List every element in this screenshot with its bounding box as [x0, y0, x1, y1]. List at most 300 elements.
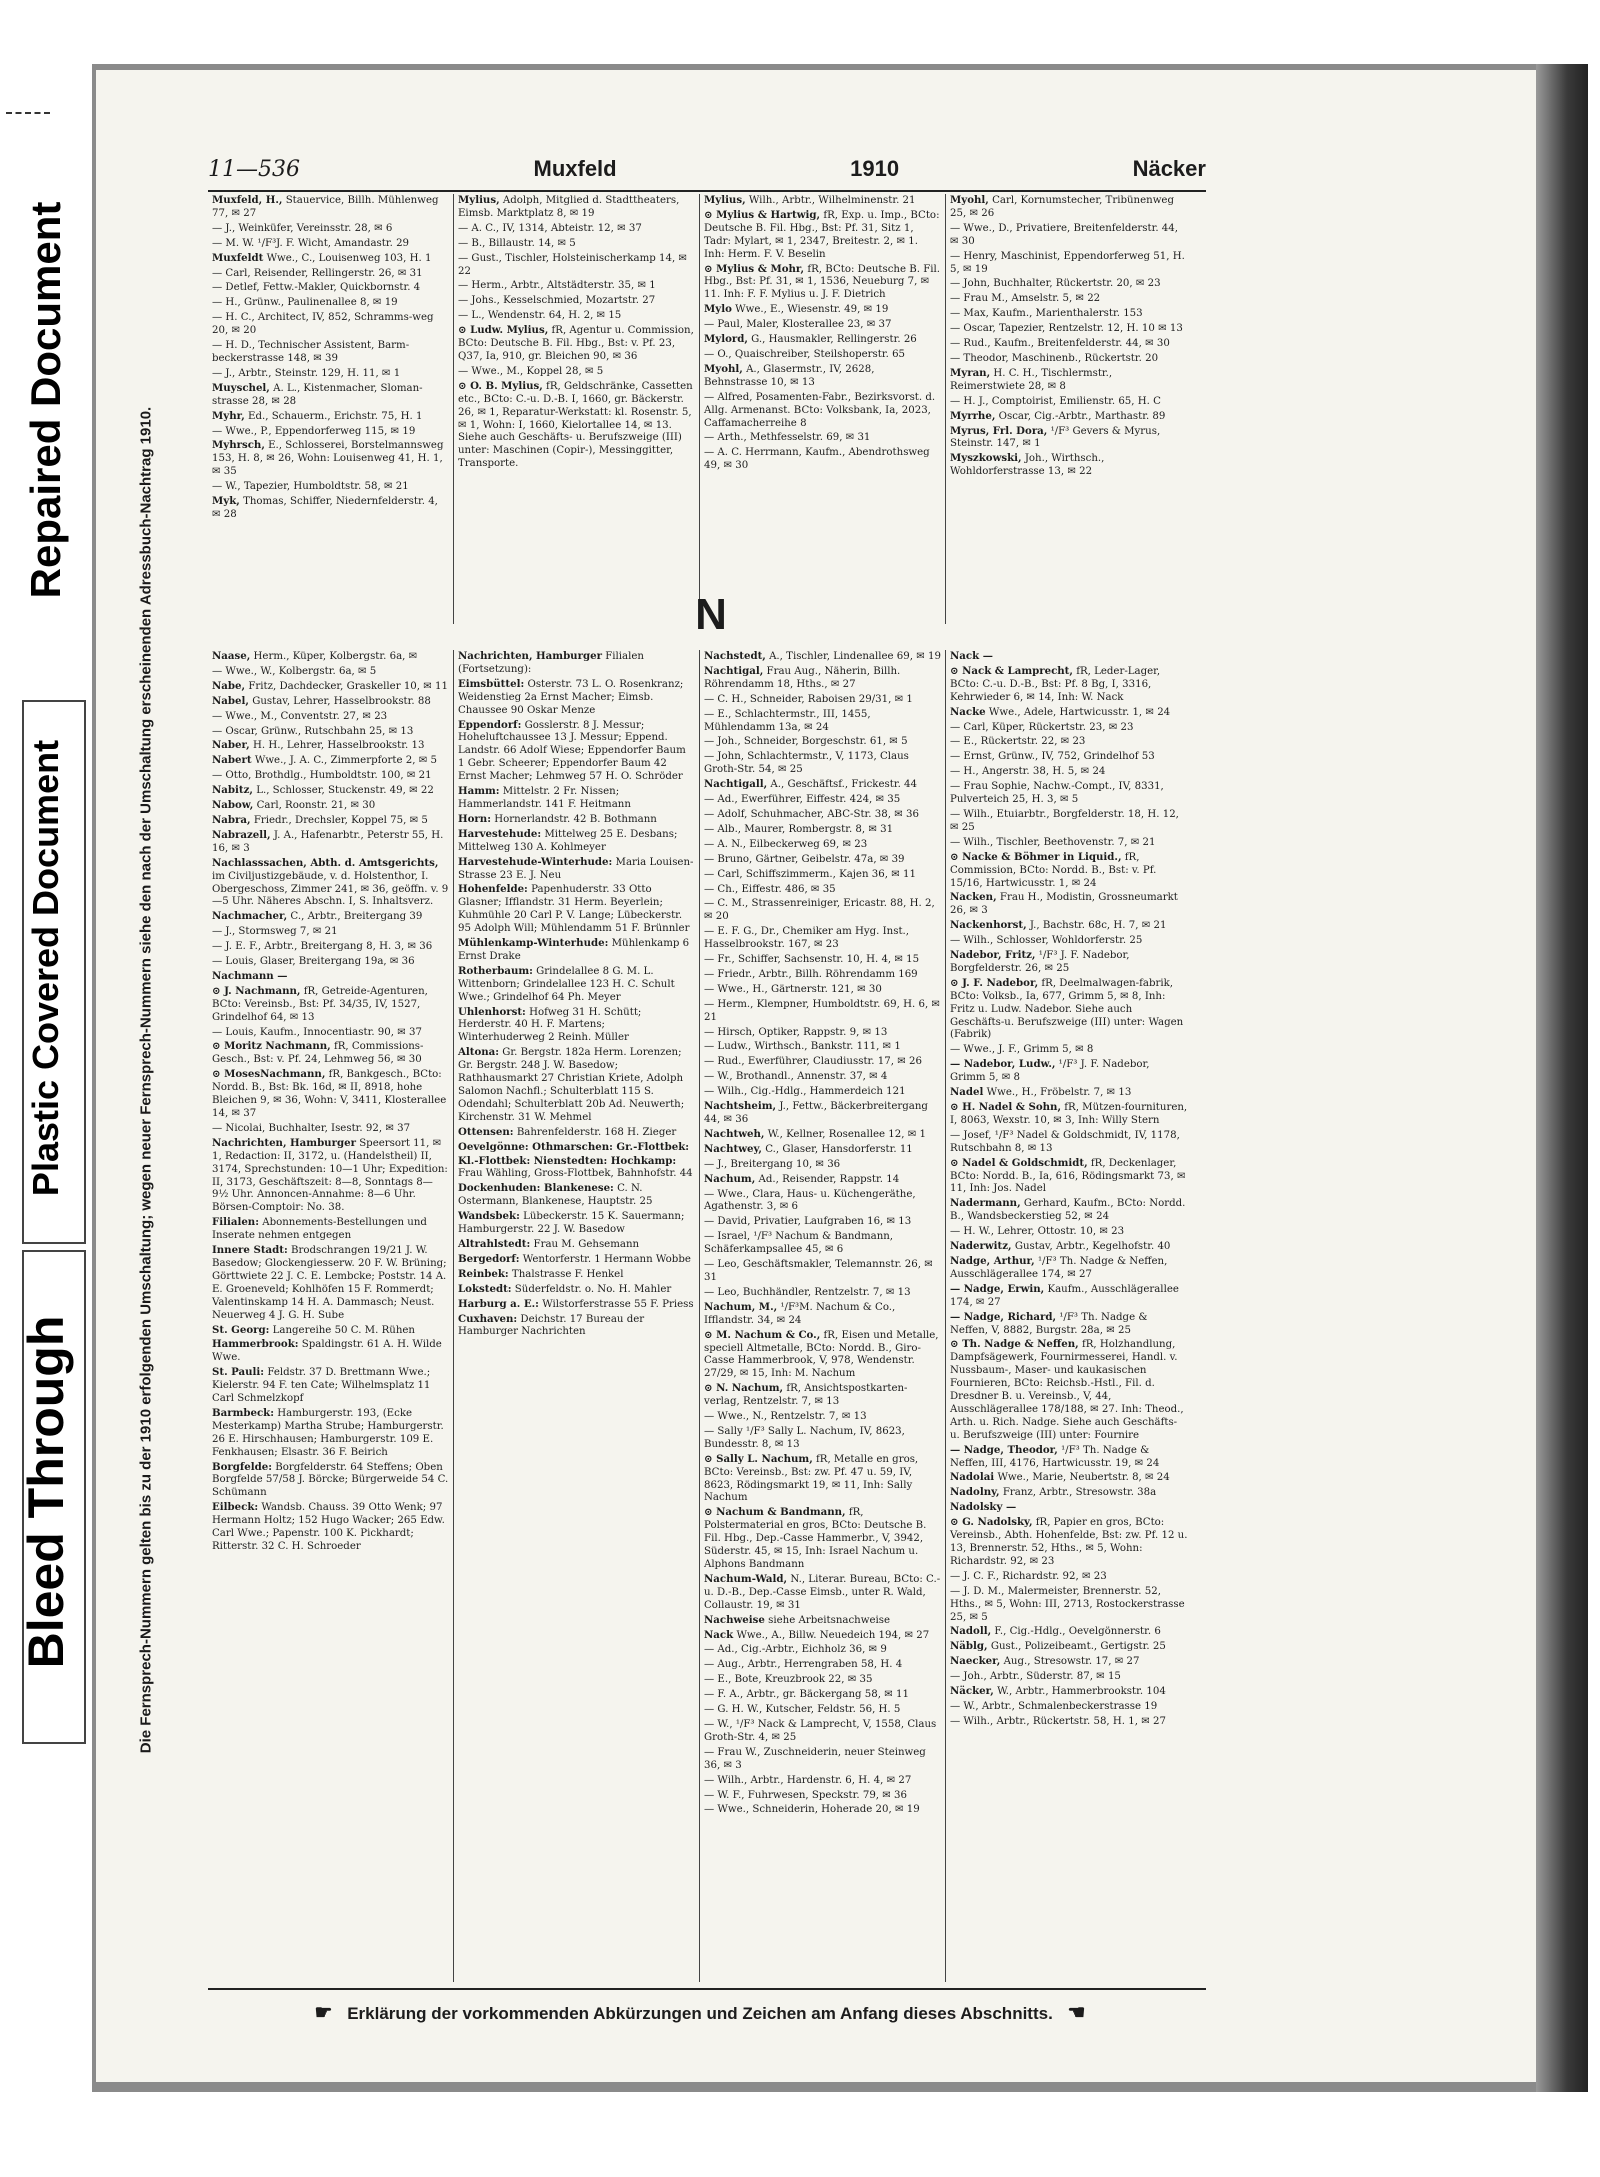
entry-text: — Wwe., W., Kolbergstr. 6a, ✉ 5	[212, 665, 377, 677]
directory-entry	[458, 1182, 695, 1209]
directory-entry	[950, 1471, 1188, 1485]
directory-entry	[704, 1658, 941, 1672]
entry-name: Nachtigall,	[704, 778, 768, 791]
top-column-3	[700, 194, 946, 624]
entry-name: Nadolny,	[950, 1486, 1000, 1499]
entry-text: — O., Quaischreiber, Steilshoperstr. 65	[704, 348, 906, 360]
directory-entry	[212, 940, 449, 954]
directory-entry	[704, 1506, 941, 1572]
entry-name: Mühlenkamp-Winterhude:	[458, 937, 609, 950]
directory-entry	[950, 780, 1188, 807]
entry-text: Fritz, Dachdecker, Graskeller 10, ✉ 11	[248, 680, 448, 692]
directory-entry	[950, 891, 1188, 918]
scanned-page	[92, 64, 1588, 2092]
directory-entry	[212, 710, 449, 724]
entry-text: Gr. Bergstr. 182a Herm. Lorenzen; Gr. Bergstr. 248 J. W. Basedow; Rathhausmarkt 27 Christian Kriete, Adolph Salomon Nachfl.; Schulterblatt 115 S. Odendahl; Schulterblatt 20b Ad. Neuwerth; Kirchenstr. 31 W. Mehmel	[458, 1047, 685, 1123]
entry-name: Altona:	[458, 1046, 500, 1059]
entry-name: ⊙ Nachum & Bandmann,	[704, 1506, 846, 1519]
entry-text: — E. F. G., Dr., Chemiker am Hyg. Inst., Hasselbrookstr. 167, ✉ 23	[704, 926, 910, 951]
directory-entry	[950, 1255, 1188, 1282]
directory-entry	[212, 665, 449, 679]
entry-text: — Leo, Geschäftsmakler, Telemannstr. 26, ✉ 31	[704, 1259, 933, 1283]
entry-text: H. C. H., Tischlermstr., Reimerstwiete 28, ✉ 8	[950, 367, 1113, 392]
entry-text: siehe Arbeitsnachweise	[768, 1614, 890, 1626]
directory-entry	[458, 1126, 695, 1140]
directory-entry	[950, 277, 1188, 291]
entry-text: fR, Ansichtspostkarten-verlag, Rentzelstr. 7, ✉ 13	[704, 1383, 908, 1408]
directory-entry	[950, 836, 1188, 850]
entry-text: — Oscar, Tapezier, Rentzelstr. 12, H. 10 ✉ 13	[950, 323, 1183, 335]
directory-entry	[212, 970, 449, 984]
entry-name: Näcker,	[950, 1685, 994, 1698]
directory-entry	[458, 294, 695, 308]
directory-entry	[950, 1585, 1188, 1625]
entry-name: Borgfelde:	[212, 1460, 272, 1473]
directory-entry	[950, 367, 1188, 394]
entry-text: — Wwe., Schneiderin, Hoherade 20, ✉ 19	[704, 1804, 920, 1816]
directory-entry	[950, 1625, 1188, 1639]
entry-name: Nachrichten, Hamburger	[212, 1136, 356, 1149]
entry-text: — Arth., Methfesselstr. 69, ✉ 31	[704, 432, 871, 444]
entry-text: — A. C., IV, 1314, Abteistr. 12, ✉ 37	[458, 222, 642, 234]
directory-entry	[704, 1143, 941, 1157]
entry-text: — Carl, Küper, Rückertstr. 23, ✉ 23	[950, 721, 1134, 733]
entry-name: Harvestehude-Winterhude:	[458, 855, 613, 868]
directory-entry	[212, 1244, 449, 1322]
entry-name: Myrus, Frl. Dora,	[950, 424, 1048, 437]
entry-text: ¹/F³ Gevers & Myrus, Steinstr. 147, ✉ 1	[950, 425, 1161, 450]
directory-entry	[458, 650, 695, 677]
directory-entry	[950, 1129, 1188, 1156]
entry-text: J. A., Hafenarbtr., Peterstr 55, H. 16, ✉ 3	[212, 829, 444, 854]
directory-entry	[212, 1026, 449, 1040]
directory-entry	[950, 721, 1188, 735]
directory-entry	[950, 1283, 1188, 1310]
directory-entry	[458, 856, 695, 883]
directory-entry	[704, 1774, 941, 1788]
entry-text: — Wwe., P., Eppendorferweg 115, ✉ 19	[212, 425, 416, 437]
directory-entry	[950, 452, 1188, 479]
entry-text: — Wilh., Schlosser, Wohldorferstr. 25	[950, 935, 1143, 947]
entry-name: Hohenfelde:	[458, 883, 528, 896]
entry-text: Wwe., Marie, Neubertstr. 8, ✉ 24	[997, 1472, 1170, 1484]
entry-name: Innere Stadt:	[212, 1244, 288, 1257]
entry-text: — Rud., Kaufm., Breitenfelderstr. 44, ✉ 30	[950, 338, 1170, 350]
entry-name: ⊙ MosesNachmann,	[212, 1068, 326, 1081]
entry-text: ¹/F³ J. F. Nadebor, Borgfelderstr. 26, ✉ 25	[950, 950, 1130, 974]
directory-entry	[212, 650, 449, 664]
directory-entry	[458, 194, 695, 221]
directory-entry	[950, 322, 1188, 336]
directory-entry	[212, 1407, 449, 1460]
entry-text: Stauervice, Billh. Mühlenweg 77, ✉ 27	[212, 195, 439, 219]
directory-page	[96, 70, 1536, 2082]
entry-name: Altrahlstedt:	[458, 1237, 531, 1250]
section-letter: N	[695, 590, 727, 639]
directory-entry	[950, 1086, 1188, 1100]
plastic-covered-label: Plastic Covered Document	[25, 739, 66, 1197]
entry-text: — E., Rückertstr. 22, ✉ 23	[950, 736, 1086, 748]
directory-entry	[704, 708, 941, 735]
entry-name: Myohl,	[950, 194, 989, 206]
entry-name: Nachstedt,	[704, 650, 766, 662]
entry-name: Harburg a. E.:	[458, 1297, 539, 1310]
entry-text: — Alfred, Posamenten-Fabr., Bezirksvorst. d. Allg. Armenanst. BCto: Volksbank, Ia, 2023, Caffamacherreihe 8	[704, 391, 936, 429]
entry-text: ¹/F³M. Nachum & Co., Ifflandstr. 34, ✉ 24	[704, 1301, 896, 1326]
entry-text: Kaufm., Ausschlägerallee 174, ✉ 27	[950, 1283, 1179, 1308]
entry-name: ⊙ Nadel & Goldschmidt,	[950, 1156, 1088, 1169]
directory-entry	[950, 1101, 1188, 1128]
directory-entry	[212, 252, 449, 266]
directory-entry	[704, 1258, 941, 1285]
entry-text: W., Arbtr., Hammerbrookstr. 104	[997, 1686, 1166, 1698]
entry-name: Naecker,	[950, 1655, 1001, 1668]
entry-text: — Wilh., Arbtr., Rückertstr. 58, H. 1, ✉ 27	[950, 1715, 1166, 1727]
entry-text: — Wwe., D., Privatiere, Breitenfelderstr. 44, ✉ 30	[950, 222, 1179, 247]
directory-entry	[212, 725, 449, 739]
running-head	[208, 156, 1206, 186]
directory-entry	[458, 1210, 695, 1237]
entry-text: — Ernst, Grünw., IV, 752, Grindelhof 53	[950, 751, 1155, 763]
entry-text: — Gust., Tischler, Holsteinischerkamp 14, ✉ 22	[458, 252, 687, 277]
entry-name: Nachtweh,	[704, 1127, 765, 1140]
entry-name: ⊙ Sally L. Nachum,	[704, 1452, 813, 1465]
entry-text: Friedr., Drechsler, Koppel 75, ✉ 5	[253, 814, 428, 826]
directory-entry	[950, 1311, 1188, 1338]
entry-text: Wilstorferstrasse 55 F. Priess	[542, 1298, 694, 1310]
entry-name: St. Pauli:	[212, 1366, 265, 1379]
directory-entry	[458, 222, 695, 236]
entry-text: — Wwe., H., Gärtnerstr. 121, ✉ 30	[704, 983, 882, 995]
directory-entry	[950, 307, 1188, 321]
entry-text: — Bruno, Gärtner, Geibelstr. 47a, ✉ 39	[704, 853, 905, 865]
entry-name: Lokstedt:	[458, 1282, 512, 1295]
entry-text: — Nicolai, Buchhalter, Isestr. 92, ✉ 37	[212, 1122, 411, 1134]
entry-text: Deichstr. 17 Bureau der Hamburger Nachrichten	[458, 1313, 645, 1338]
entry-text: Feldstr. 37 D. Brettmann Wwe.; Kielerstr. 94 F. ten Cate; Wilhelmsplatz 11 Carl Schmelzkopf	[212, 1367, 431, 1405]
entry-text: Gerhard, Kaufm., BCto: Nordd. B., Wandsbeckerstieg 52, ✉ 24	[950, 1198, 1186, 1223]
entry-text: E., Schlosserei, Borstelmannsweg 153, H. 8, ✉ 26, Wohn: Louisenweg 41, H. 1, ✉ 35	[212, 440, 444, 478]
entry-text: — E., Schlachtermstr., III, 1455, Mühlendamm 13a, ✉ 24	[704, 708, 871, 733]
entry-name: Dockenhuden: Blankenese:	[458, 1182, 614, 1195]
entry-name: Nadolsky —	[950, 1501, 1017, 1514]
directory-entry	[704, 1614, 941, 1628]
entry-name: Ottensen:	[458, 1125, 514, 1138]
entry-name: ⊙ Nack & Lamprecht,	[950, 664, 1073, 677]
directory-entry	[950, 1197, 1188, 1224]
directory-entry	[950, 665, 1188, 705]
directory-entry	[704, 968, 941, 982]
directory-entry	[704, 1453, 941, 1506]
entry-name: — Nadge, Richard,	[950, 1310, 1057, 1323]
entry-text: — Theodor, Maschinenb., Rückertstr. 20	[950, 352, 1159, 364]
entry-text: — H. D., Technischer Assistent, Barm-beckerstrasse 148, ✉ 39	[212, 340, 410, 364]
entry-text: fR, Agentur u. Commission, BCto: Deutsche B. Fil. Hbg., Bst: v. Pf. 23, Q37, Ia, 910, gr. Bleichen 90, ✉ 36	[458, 325, 694, 362]
directory-entry	[704, 1286, 941, 1300]
directory-entry	[950, 250, 1188, 277]
entry-name: ⊙ Ludw. Mylius,	[458, 324, 549, 337]
entry-text: Papenhuderstr. 33 Otto Glasner; Ifflandstr. 31 Herm. Beyerlein; Kuhmühle 20 Carl P. V. Lange; Lübeckerstr. 95 Adolph Will; Mühlendamm 51 F. Brünnler	[458, 884, 690, 935]
entry-name: ⊙ Moritz Nachmann,	[212, 1040, 331, 1053]
directory-entry	[950, 1655, 1188, 1669]
entry-text: — Ch., Eiffestr. 486, ✉ 35	[704, 883, 836, 895]
entry-text: fR, Metalle en gros, BCto: Vereinsb., Bst: zw. Pf. 47 u. 59, IV, 8623, Rödingsmarkt 19, ✉ 11, Inh: Sally Nachum	[704, 1453, 919, 1504]
right-head: Näcker	[1132, 156, 1206, 181]
entry-name: Nabitz,	[212, 784, 253, 797]
directory-entry	[950, 1670, 1188, 1684]
entry-text: Carl, Kornumstecher, Tribünenweg 25, ✉ 26	[950, 195, 1174, 219]
directory-entry	[212, 367, 449, 381]
directory-entry	[458, 1313, 695, 1340]
entry-name: ⊙ Mylius & Hartwig,	[704, 208, 821, 221]
top-column-1	[208, 194, 454, 624]
directory-entry	[950, 706, 1188, 720]
entry-name: Nacke	[950, 705, 986, 718]
entry-text: fR, Polstermaterial en gros, BCto: Deutsche B. Fil. Hbg., Dep.-Casse Hammerbr., V, 3942, Süderstr. 45, ✉ 15, Inh: Israel Nachum u. Alphons Bandmann	[704, 1507, 927, 1570]
entry-text: C., Glaser, Hansdorferstr. 11	[765, 1143, 913, 1155]
entry-text: fR, Leder-Lager, BCto: C.-u. D.-B., Bst: Pf. 8 Bg, I, 3316, Kehrwieder 6, ✉ 14, Inh: W. Nack	[950, 665, 1161, 703]
entry-text: H. H., Lehrer, Hasselbrookstr. 13	[252, 740, 425, 752]
entry-text: C., Arbtr., Breitergang 39	[290, 911, 423, 923]
directory-entry	[212, 739, 449, 753]
entry-text: Spaldingstr. 61 A. H. Wilde Wwe.	[212, 1339, 442, 1364]
entry-text: fR, Commission, BCto: Nordd. B., Bst: v. Pf. 15/16, Hartwicusstr. 1, ✉ 24	[950, 851, 1157, 889]
directory-entry	[704, 998, 941, 1025]
entry-text: fR, Eisen und Metalle, speciell Altmetalle, BCto: Nordd. B., Giro-Casse Hammerbrook, V, 978, Wendenstr. 27/29, ✉ 15, Inh: M. Nachum	[704, 1329, 939, 1380]
entry-text: Herm., Küper, Kolbergstr. 6a, ✉	[253, 651, 418, 662]
entry-text: — H. C., Architect, IV, 852, Schramms-weg 20, ✉ 20	[212, 312, 434, 337]
entry-name: Näblg,	[950, 1640, 988, 1653]
directory-entry	[950, 934, 1188, 948]
entry-name: Wandsbek:	[458, 1210, 520, 1223]
directory-entry	[704, 1188, 941, 1215]
entry-name: Nack —	[950, 650, 993, 662]
entry-text: fR, BCto: Deutsche B. Fil. Hbg., Bst: Pf. 31, ✉ 1, 1536, Neueburg 7, ✉ 11. Inh: F. F. Mylius u. J. F. Dietrich	[704, 263, 941, 301]
entry-text: Hamburgerstr. 193, (Ecke Mesterkamp) Martha Strube; Hamburgerstr. 26 E. Hirschhausen; Hamburgerstr. 109 E. Fenkhausen; Elsastr. 36 F. Beirich	[212, 1407, 444, 1458]
entry-text: Gosslerstr. 8 J. Messur; Hoheluftchaussee 13 J. Messur; Eppend. Landstr. 66 Adolf Wiese; Eppendorfer Baum 1 Gebr. Scheerer; Eppendorfer Baum 42 Ernst Macher; Lehmweg 57 H. O. Schröder	[458, 719, 686, 783]
entry-name: Bergedorf:	[458, 1252, 520, 1265]
entry-name: Nachum-Wald,	[704, 1572, 788, 1585]
entry-text: — Wilh., Tischler, Beethovenstr. 7, ✉ 21	[950, 836, 1156, 848]
entry-name: — Nadge, Erwin,	[950, 1282, 1045, 1295]
entry-text: — J., Weinküfer, Vereinsstr. 28, ✉ 6	[212, 222, 393, 234]
directory-entry	[212, 814, 449, 828]
directory-entry	[212, 267, 449, 281]
directory-entry	[950, 292, 1188, 306]
entry-text: A., Glasermstr., IV, 2628, Behnstrasse 10, ✉ 13	[704, 363, 875, 388]
entry-name: Nabel,	[212, 694, 249, 707]
directory-entry	[704, 665, 941, 692]
entry-name: St. Georg:	[212, 1323, 270, 1336]
entry-text: — Otto, Brothdlg., Humboldtstr. 100, ✉ 21	[212, 770, 432, 782]
directory-entry	[212, 925, 449, 939]
entry-text: — F. A., Arbtr., gr. Bäckergang 58, ✉ 11	[704, 1689, 909, 1701]
directory-entry	[704, 1173, 941, 1187]
directory-entry	[704, 778, 941, 792]
entry-text: Mühlenkamp 6 Ernst Drake	[458, 938, 690, 962]
directory-entry	[704, 1301, 941, 1328]
entry-name: Muxfeld, H.,	[212, 194, 283, 206]
entry-text: — Wilh., Cig.-Hdlg., Hammerdeich 121	[704, 1086, 906, 1098]
entry-name: Mylo	[704, 303, 732, 316]
directory-entry	[950, 765, 1188, 779]
directory-entry	[212, 1501, 449, 1554]
entry-text: — J., Breitergang 10, ✉ 36	[704, 1158, 841, 1170]
entry-text: Mittelweg 25 E. Desbans; Mittelweg 130 A. Kohlmeyer	[458, 828, 678, 853]
entry-name: Barmbeck:	[212, 1406, 274, 1419]
directory-entry	[458, 1238, 695, 1252]
entry-name: Nachum,	[704, 1172, 756, 1185]
directory-entry	[212, 1324, 449, 1338]
entry-text: Aug., Stresowstr. 17, ✉ 27	[1003, 1656, 1140, 1668]
entry-text: — A. N., Eilbeckerweg 69, ✉ 23	[704, 838, 868, 850]
pointing-hand-icon: ☛	[314, 2002, 333, 2024]
directory-entry	[704, 1746, 941, 1773]
directory-entry	[704, 1100, 941, 1127]
directory-entry	[950, 1444, 1188, 1471]
entry-text: Lübeckerstr. 15 K. Sauermann; Hamburgerstr. 22 J. W. Basedow	[458, 1211, 685, 1236]
entry-text: Frau Aug., Näherin, Billh. Röhrendamm 18, Hths., ✉ 27	[704, 665, 901, 690]
directory-entry	[458, 279, 695, 293]
entry-name: Muyschel,	[212, 381, 270, 394]
entry-text: fR, Getreide-Agenturen, BCto: Vereinsb., Bst: Pf. 34/35, IV, 1527, Grindelhof 64, ✉ 13	[212, 985, 428, 1023]
entry-name: Nadolai	[950, 1471, 995, 1484]
entry-name: ⊙ J. F. Nadebor,	[950, 976, 1039, 989]
entry-name: Nabe,	[212, 679, 246, 692]
entry-name: Myran,	[950, 366, 991, 379]
entry-name: Nachweise	[704, 1613, 765, 1626]
entry-name: Uhlenhorst:	[458, 1005, 526, 1018]
directory-entry	[704, 793, 941, 807]
entry-text: Abonnements-Bestellungen und Inserate nehmen entgegen	[212, 1217, 427, 1242]
entry-name: Nachum, M.,	[704, 1300, 778, 1313]
entry-text: Frau Wähling, Gross-Flottbek, Bahnhofstr. 44	[458, 1168, 693, 1180]
directory-entry	[212, 1338, 449, 1365]
directory-entry	[950, 222, 1188, 249]
directory-entry	[950, 410, 1188, 424]
entry-name: Nachtsheim,	[704, 1100, 777, 1113]
entry-text: J., Bachstr. 68c, H. 7, ✉ 21	[1029, 920, 1167, 932]
directory-entry	[950, 851, 1188, 891]
directory-entry	[212, 857, 449, 910]
entry-name: ⊙ Nacke & Böhmer in Liquid.,	[950, 850, 1122, 863]
directory-entry	[704, 750, 941, 777]
entry-text: — W., Brothandl., Annenstr. 37, ✉ 4	[704, 1071, 888, 1083]
directory-entry	[458, 785, 695, 812]
directory-entry	[950, 750, 1188, 764]
directory-entry	[458, 1006, 695, 1046]
directory-entry	[458, 965, 695, 1005]
entry-name: Nachtwey,	[704, 1142, 762, 1155]
entry-text: — Frau M., Amselstr. 5, ✉ 22	[950, 293, 1101, 305]
entry-text: fR, Geldschränke, Cassetten etc., BCto: C.-u. D.-B. I, 1660, gr. Bäckerstr. 26, ✉ 1, Reparatur-Werkstatt: kl. Rosenstr. 5, ✉ 1, Wohn: I, 1660, Kielortallee 14, ✉ 13. Siehe auch Geschäfts- u. Berufszweige (III) unter: Maschinen (Copir-), Messinggitter, Transporte.	[458, 380, 693, 470]
directory-entry	[704, 209, 941, 262]
directory-entry	[704, 1382, 941, 1409]
entry-name: Nachlasssachen, Abth. d. Amtsgerichts,	[212, 856, 439, 869]
directory-entry	[212, 425, 449, 439]
directory-entry	[212, 281, 449, 295]
directory-entry	[704, 1026, 941, 1040]
entry-name: Muxfeldt	[212, 251, 264, 264]
entry-text: Wilh., Arbtr., Wilhelminenstr. 21	[748, 195, 916, 206]
entry-name: ⊙ Th. Nadge & Neffen,	[950, 1338, 1079, 1351]
entry-text: — Ludw., Wirthsch., Bankstr. 111, ✉ 1	[704, 1041, 901, 1053]
entry-text: Ad., Reisender, Rappstr. 14	[758, 1173, 900, 1185]
vertical-note: Die Fernsprech-Nummern gelten bis zu der 1910 erfolgenden Umschaltung; wegen neuer Fernsprech-Nummern siehe den nach der Umschaltung erscheinenden Adressbuch-Nachtrag 1910.	[137, 406, 155, 1754]
year: 1910	[850, 156, 900, 181]
directory-entry	[950, 1157, 1188, 1197]
entry-text: — David, Privatier, Laufgraben 16, ✉ 13	[704, 1216, 912, 1228]
directory-entry	[950, 808, 1188, 835]
entry-text: fR, Deelmalwagen-fabrik, BCto: Volksb., Ia, 677, Grimm 5, ✉ 8, Inh: Fritz u. Ludw. Nadebor. Siehe auch Geschäfts-u. Berufszweige (III) unter: Wagen (Fabrik)	[950, 977, 1184, 1041]
entry-text: — E., Bote, Kreuzbrook 22, ✉ 35	[704, 1674, 873, 1686]
entry-text: Frau M. Gehsemann	[533, 1238, 640, 1250]
entry-text: Wentorferstr. 1 Hermann Wobbe	[522, 1253, 691, 1265]
directory-entry	[704, 1718, 941, 1745]
entry-text: — Joh., Schneider, Borgeschstr. 61, ✉ 5	[704, 736, 908, 748]
directory-entry	[458, 365, 695, 379]
directory-entry	[458, 1283, 695, 1297]
entry-text: — Fr., Schiffer, Sachsenstr. 10, H. 4, ✉ 15	[704, 954, 920, 966]
entry-name: — Nadge, Theodor,	[950, 1443, 1058, 1456]
entry-text: — H. W., Lehrer, Ottostr. 10, ✉ 23	[950, 1226, 1125, 1238]
directory-entry	[950, 977, 1188, 1043]
entry-name: ⊙ M. Nachum & Co.,	[704, 1328, 821, 1341]
head-rule	[208, 190, 1206, 192]
entry-text: Adolph, Mitglied d. Stadttheaters, Eimsb. Marktplatz 8, ✉ 19	[458, 195, 680, 219]
directory-entry	[704, 853, 941, 867]
directory-entry	[458, 883, 695, 936]
entry-text: — J. E. F., Arbtr., Breitergang 8, H. 3, ✉ 36	[212, 941, 433, 953]
entry-text: fR, Commissions-Gesch., Bst: v. Pf. 24, Lehmweg 56, ✉ 30	[212, 1041, 424, 1066]
directory-entry	[950, 1043, 1188, 1057]
entry-name: Nabrazell,	[212, 828, 271, 841]
entry-text: Maria Louisen-Strasse 23 E. J. Neu	[458, 856, 694, 881]
entry-text: Joh., Wirthsch., Wohldorferstrasse 13, ✉ 22	[950, 453, 1105, 478]
entry-name: Mylius,	[704, 194, 746, 206]
entry-text: — Henry, Maschinist, Eppendorferweg 51, H. 5, ✉ 19	[950, 250, 1185, 275]
bottom-columns	[208, 650, 1192, 1982]
directory-entry	[704, 983, 941, 997]
entry-text: — Wwe., M., Koppel 28, ✉ 5	[458, 365, 604, 377]
entry-text: ¹/F³ Th. Nadge & Neffen, III, 4176, Hartwicusstr. 19, ✉ 24	[950, 1444, 1160, 1469]
entry-name: Cuxhaven:	[458, 1312, 518, 1325]
directory-entry	[212, 784, 449, 798]
top-column-2	[454, 194, 700, 624]
entry-text: Franz, Arbtr., Stresowstr. 38a	[1002, 1487, 1157, 1499]
entry-text: im Civiljustizgebäude, v. d. Holstenthor, I. Obergeschoss, Zimmer 241, ✉ 36, geöffn. v. 9—5 Uhr. Näheres Abschn. I, S. Inhaltsverz.	[212, 870, 449, 908]
directory-entry	[704, 1329, 941, 1382]
directory-entry	[950, 1338, 1188, 1442]
directory-entry	[212, 695, 449, 709]
entry-text: Carl, Roonstr. 21, ✉ 30	[256, 800, 376, 812]
entry-text: — A. C. Herrmann, Kaufm., Abendrothsweg 49, ✉ 30	[704, 447, 930, 472]
entry-text: A., Geschäftsf., Frickestr. 44	[770, 779, 918, 791]
entry-text: — Frau Sophie, Nachw.-Compt., IV, 8331, Pulverteich 25, H. 3, ✉ 5	[950, 781, 1164, 806]
directory-entry	[458, 719, 695, 785]
entry-text: ¹/F³ Th. Nadge & Neffen, V, 8882, Burgstr. 28a, ✉ 25	[950, 1311, 1148, 1336]
entry-text: Wwe., C., Louisenweg 103, H. 1	[266, 252, 432, 264]
directory-entry	[458, 1141, 695, 1182]
entry-text: — H. J., Comptoirist, Emilienstr. 65, H. C	[950, 395, 1161, 407]
directory-entry	[458, 1298, 695, 1312]
entry-text: — Detlef, Fettw.-Makler, Quickbornstr. 4	[212, 282, 421, 294]
entry-text: — Sally ¹/F³ Sally L. Nachum, IV, 8623, Bundesstr. 8, ✉ 13	[704, 1425, 905, 1450]
directory-entry	[704, 194, 941, 208]
directory-entry	[704, 1573, 941, 1613]
entry-name: Nachtigal,	[704, 664, 764, 677]
entry-text: Wwe., H., Fröbelstr. 7, ✉ 13	[986, 1087, 1132, 1099]
